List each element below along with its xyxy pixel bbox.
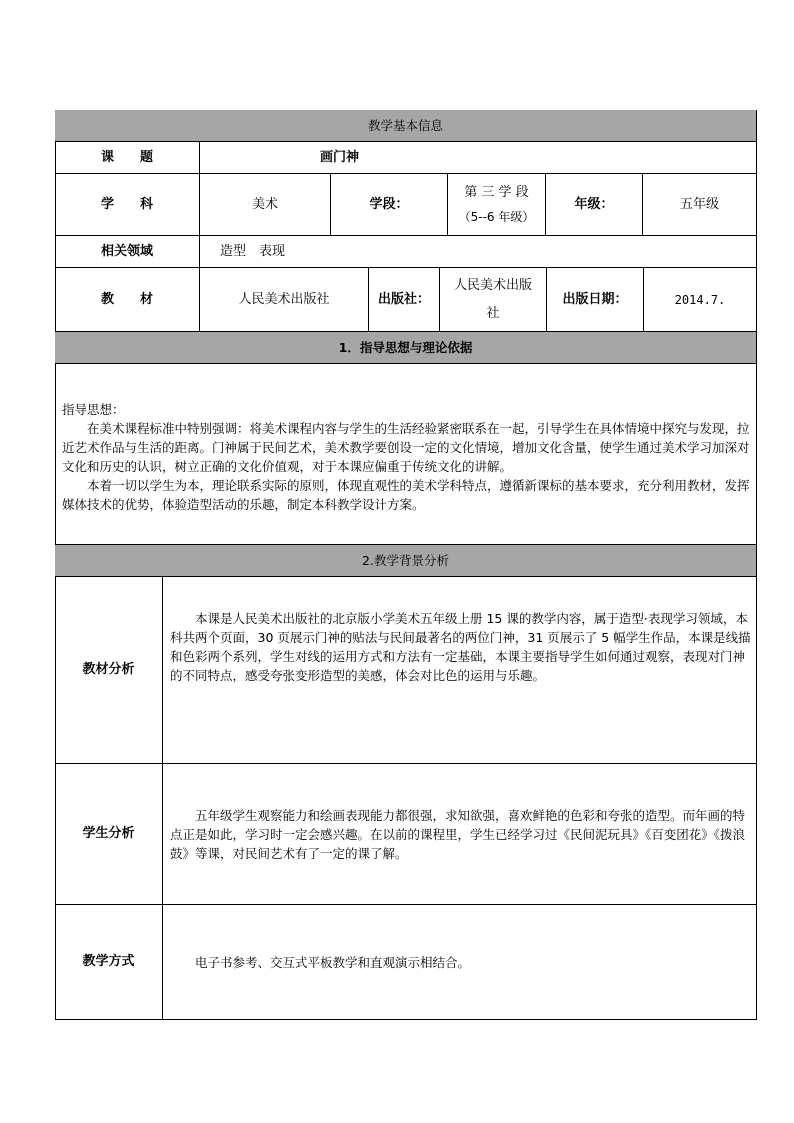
subject-value-cell — [200, 174, 331, 236]
textbook-label-cell — [55, 268, 200, 332]
stage-label: 学段： — [369, 196, 409, 212]
grade-value-cell — [643, 174, 757, 236]
subject-label-cell — [55, 174, 200, 236]
stage-value-line1: 第 三 学 段 — [464, 184, 529, 200]
pubdate-value: 2014.7. — [674, 292, 726, 307]
textbook-value: 人民美术出版社 — [238, 291, 330, 307]
student-analysis-label: 学生分析 — [82, 826, 135, 841]
textbook-label: 教 材 — [100, 291, 153, 307]
teaching-method-label-cell — [55, 905, 163, 1020]
publisher-label-cell — [369, 268, 440, 332]
grade-label: 年级： — [574, 196, 614, 212]
stage-value-line2: （5--6 年级） — [458, 209, 535, 224]
teaching-method-label: 教学方式 — [82, 954, 135, 969]
basic-info-title: 教学基本信息 — [367, 117, 443, 133]
section1-title: 1．指导思想与理论依据 — [338, 339, 473, 355]
section2-header — [55, 545, 757, 577]
textbook-analysis-text-block — [170, 609, 752, 685]
student-analysis-text: 五年级学生观察能力和绘画表现能力都很强，求知欲强，喜欢鲜艳的色彩和夸张的造型。而年画的特点正是如此，学习时一定会感兴趣。在以前的课程里，学生已经学习过《民间泥玩具》《百变团花》《拨浪鼓》等课，对民间艺术有了一定的课了解。 — [170, 808, 746, 861]
grade-label-cell — [546, 174, 643, 236]
guiding-paragraph-2: 本着一切以学生为本，理论联系实际的原则，体现直观性的美术学科特点，遵循新课标的基本要求，充分利用教材，发挥媒体技术的优势，体验造型活动的乐趣，制定本科教学设计方案。 — [62, 478, 750, 512]
teaching-method-text: 电子书参考、交互式平板教学和直观演示相结合。 — [195, 955, 471, 970]
topic-label: 课 题 — [100, 149, 153, 165]
topic-value-cell — [200, 142, 757, 174]
subject-value: 美术 — [251, 196, 278, 212]
guiding-heading: 指导思想： — [62, 402, 125, 417]
pubdate-label-cell — [547, 268, 644, 332]
field-value: 造型 表现 — [220, 243, 286, 259]
field-label: 相关领域 — [100, 243, 153, 259]
publisher-label: 出版社： — [377, 291, 430, 307]
textbook-analysis-label-cell — [55, 577, 163, 764]
publisher-value-cell — [440, 268, 547, 332]
stage-label-cell — [331, 174, 448, 236]
student-analysis-text-block — [170, 806, 752, 863]
field-value-cell — [200, 236, 757, 268]
topic-value: 画门神 — [320, 149, 360, 165]
field-label-cell — [55, 236, 200, 268]
publisher-value-line1: 人民美术出版 — [453, 277, 532, 293]
stage-value-cell — [448, 174, 546, 236]
topic-label-cell — [55, 142, 200, 174]
section1-text — [62, 400, 752, 514]
basic-info-header — [55, 110, 757, 142]
student-analysis-label-cell — [55, 764, 163, 905]
textbook-analysis-text: 本课是人民美术出版社的北京版小学美术五年级上册 15 课的教学内容，属于造型·表现学习领域，本科共两个页面，30 页展示门神的贴法与民间最著名的两位门神，31 页展示了 5 幅学生作品，本课是线描和色彩两个系列，学生对线的运用方式和方法有一定基础，本课主要指导学生如何通过观察，表现对门神的不同特点，感受夸张变形造型的美感，体会对比色的运用与乐趣。 — [170, 611, 751, 683]
grade-value: 五年级 — [679, 196, 719, 212]
guiding-paragraph-1: 在美术课程标准中特别强调：将美术课程内容与学生的生活经验紧密联系在一起，引导学生在具体情境中探究与发现，拉近艺术作品与生活的距离。门神属于民间艺术，美术教学要创设一定的文化情境，增加文化含量，使学生通过美术学习加深对文化和历史的认识，树立正确的文化价值观，对于本课应偏重于传统文化的讲解。 — [62, 421, 750, 474]
subject-label: 学 科 — [100, 196, 153, 212]
section2-title: 2.教学背景分析 — [362, 552, 449, 568]
publisher-value-line2: 社 — [486, 305, 500, 321]
section1-header — [55, 332, 757, 364]
textbook-analysis-label: 教材分析 — [82, 662, 135, 677]
pubdate-label: 出版日期： — [562, 291, 628, 307]
teaching-method-text-block — [170, 953, 752, 972]
textbook-value-cell — [200, 268, 369, 332]
pubdate-value-cell — [644, 268, 757, 332]
